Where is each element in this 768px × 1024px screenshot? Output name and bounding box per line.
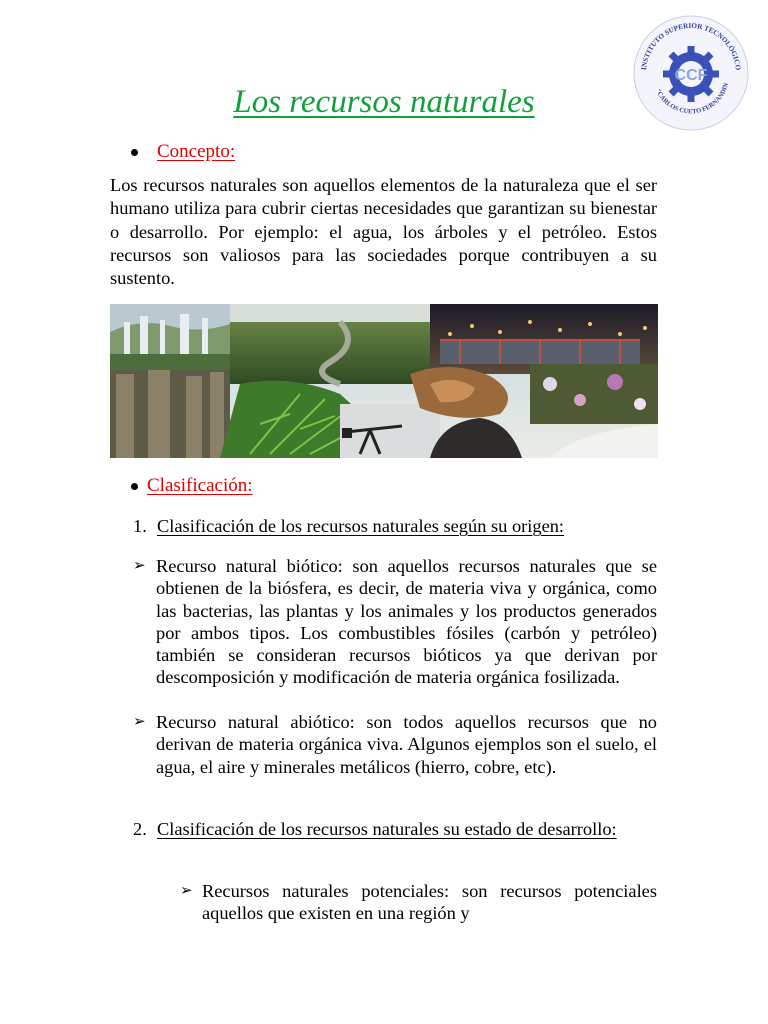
arrow-bullet-icon: ➢ bbox=[180, 883, 193, 899]
bullet-dot-icon bbox=[131, 483, 138, 490]
bullet-dot-icon bbox=[131, 149, 138, 156]
section-2-title: Clasificación de los recursos naturales su estado de desarrollo: bbox=[157, 819, 617, 839]
arrow-bullet-icon: ➢ bbox=[133, 714, 146, 730]
list-item-biotic: Recurso natural biótico: son aquellos recursos naturales que se obtienen de la biósfera, es decir, de materia viva y orgánica, como las bacterias, las plantas y los animales y los productos generados por ambos tipos. Los combustibles fósiles (carbón y petróleo) también se consideran recursos bióticos ya que derivan por descomposición y modificación de materia orgánica fosilizada. bbox=[156, 556, 657, 688]
natural-resources-collage-image bbox=[110, 304, 658, 458]
svg-text:INSTITUTO SUPERIOR TECNOLÓGICO: INSTITUTO SUPERIOR TECNOLÓGICO bbox=[640, 21, 742, 71]
arrow-bullet-icon: ➢ bbox=[133, 558, 146, 574]
concept-paragraph: Los recursos naturales son aquellos elementos de la naturaleza que el ser humano utiliza para cubrir ciertas necesidades que garantizan su bienestar o desarrollo. Por ejemplo: el agua, los árboles y el petróleo. Estos recursos son valiosos para las sociedades porque contribuyen a su sustento. bbox=[110, 175, 657, 289]
concept-heading bbox=[133, 141, 235, 163]
section-1-number: 1. bbox=[133, 516, 147, 536]
svg-text:CCF: CCF bbox=[674, 67, 708, 84]
list-item-abiotic: Recurso natural abiótico: son todos aquellos recursos que no derivan de materia orgánica viva. Algunos ejemplos son el suelo, el agua, el aire y minerales metálicos (hierro, cobre, etc). bbox=[156, 712, 657, 777]
section-2-number: 2. bbox=[133, 819, 147, 839]
classification-heading-label: Clasificación: bbox=[147, 475, 253, 496]
concept-heading-label: Concepto: bbox=[157, 141, 236, 162]
svg-text:"CARLOS CUETO FERNANDINI": "CARLOS CUETO FERNANDIN bbox=[654, 82, 731, 116]
classification-heading bbox=[133, 475, 253, 497]
list-item-potential: Recursos naturales potenciales: son recursos potenciales aquellos que existen en una región y bbox=[202, 881, 657, 924]
page-title: Los recursos naturales bbox=[233, 84, 535, 120]
section-1-title: Clasificación de los recursos naturales según su origen: bbox=[157, 516, 565, 536]
